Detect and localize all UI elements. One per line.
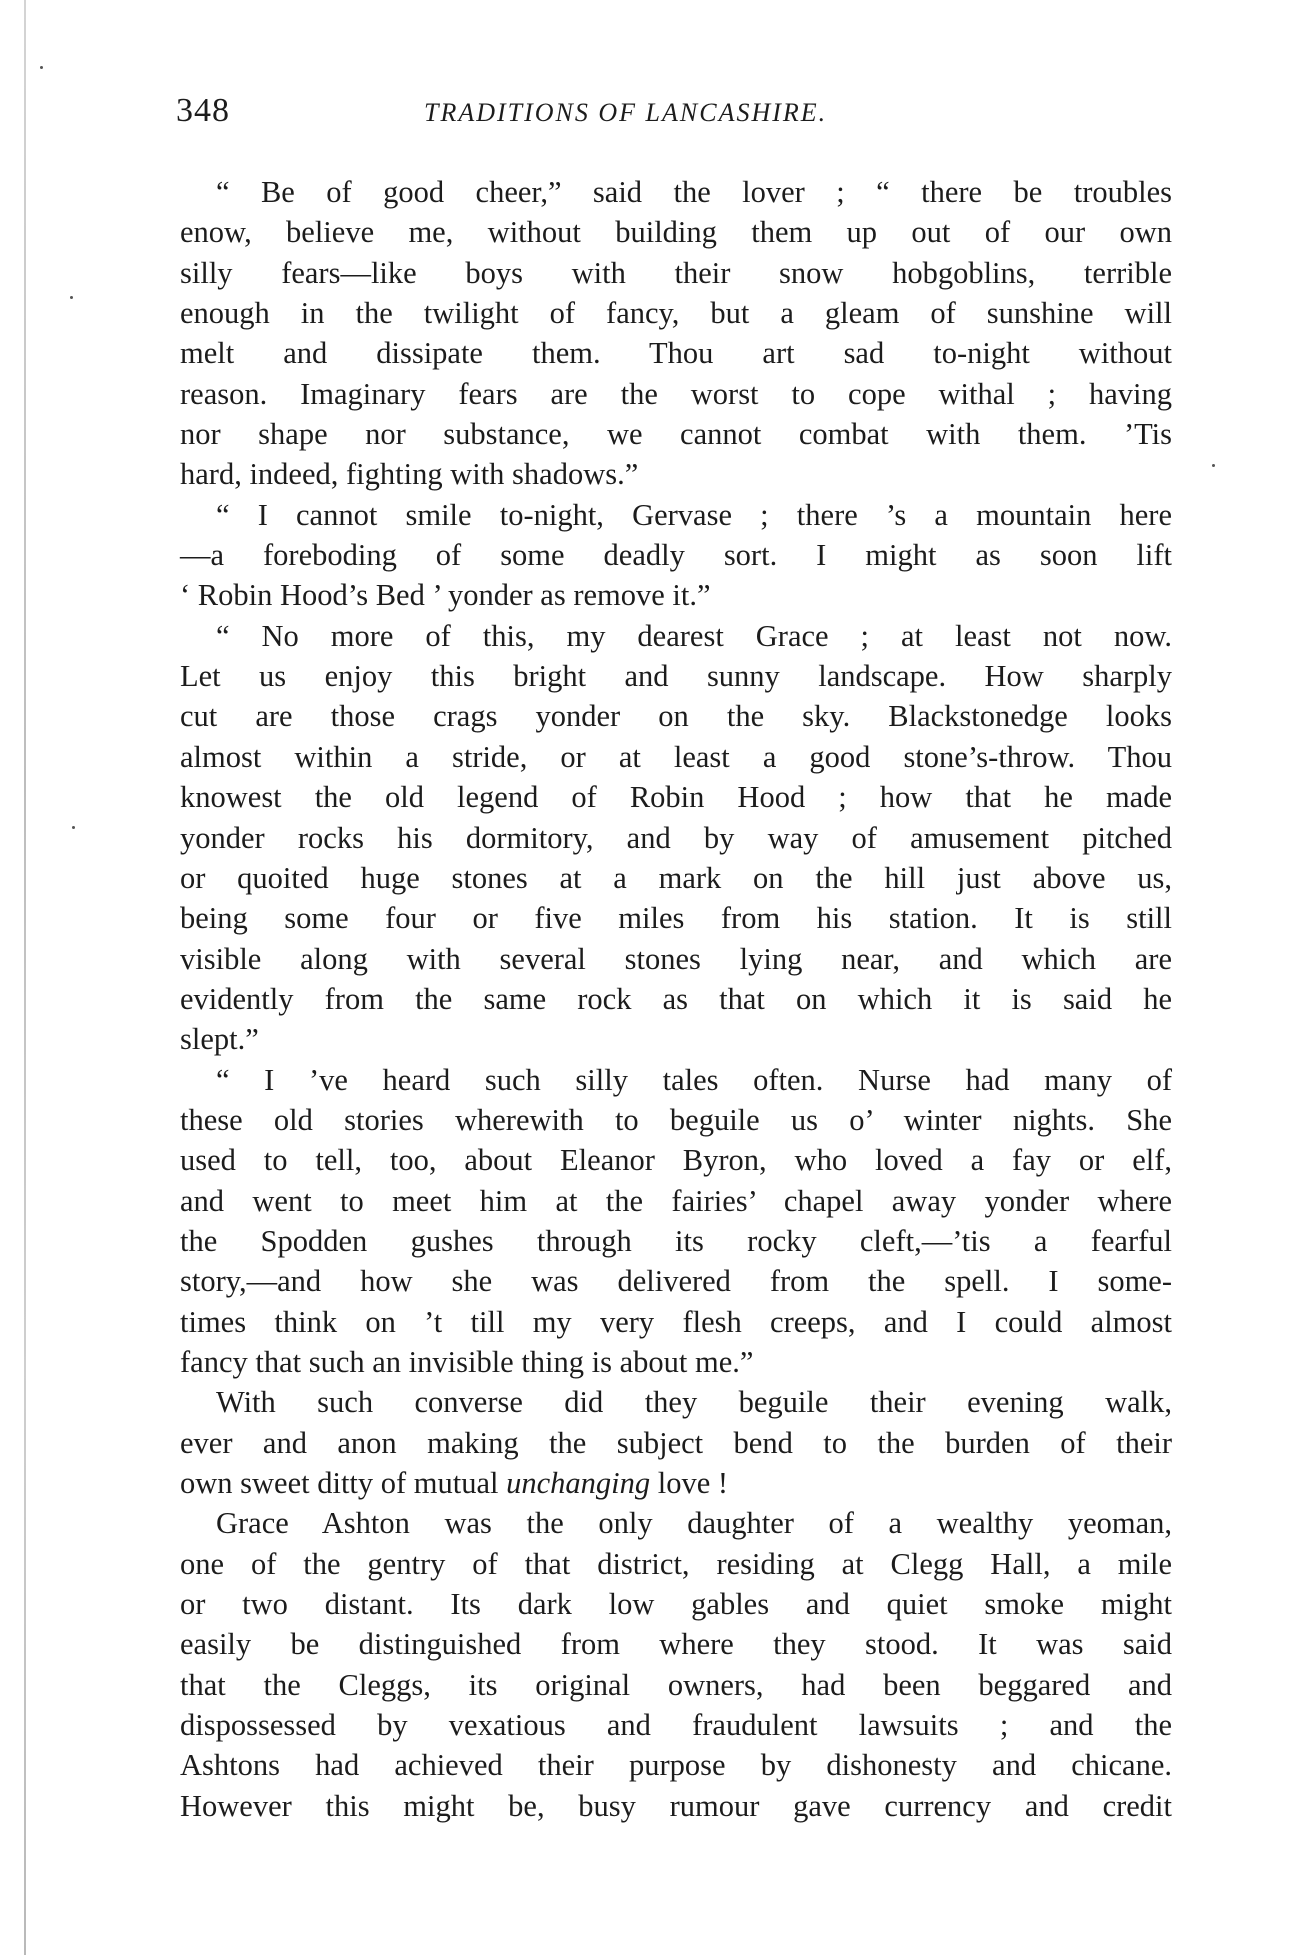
text-line: Let us enjoy this bright and sunny landscape. How sharply (180, 659, 1172, 694)
italic-word: unchanging (506, 1466, 651, 1500)
text-line: used to tell, too, about Eleanor Byron, who loved a fay or elf, (180, 1143, 1172, 1178)
text-line: “ Be of good cheer,” said the lover ; “ there be troubles (216, 175, 1172, 209)
paper-speck (72, 826, 75, 829)
text-line: silly fears—like boys with their snow hobgoblins, terrible (180, 255, 1172, 290)
text-segment: own sweet ditty of mutual (180, 1466, 507, 1500)
paper-speck (40, 66, 43, 69)
text-line: —a foreboding of some deadly sort. I might as soon lift (180, 538, 1172, 573)
page-number: 348 (176, 92, 230, 129)
text-line: visible along with several stones lying near, and which are (180, 941, 1172, 976)
text-line: enough in the twilight of fancy, but a gleam of sunshine will (180, 296, 1172, 331)
text-line: one of the gentry of that district, residing at Clegg Hall, a mile (180, 1546, 1172, 1581)
text-line: ‘ Robin Hood’s Bed ’ yonder as remove it.” (180, 578, 711, 613)
text-line: being some four or five miles from his station. It is still (180, 901, 1172, 936)
text-line: and went to meet him at the fairies’ chapel away yonder where (180, 1183, 1172, 1218)
text-line: knowest the old legend of Robin Hood ; how that he made (180, 780, 1172, 815)
body-text (180, 172, 1172, 1826)
text-line: “ No more of this, my dearest Grace ; at least not now. (216, 618, 1172, 653)
running-title: TRADITIONS OF LANCASHIRE. (424, 98, 828, 127)
text-line: With such converse did they beguile their evening walk, (216, 1385, 1172, 1420)
text-line-with-italic (180, 1463, 1172, 1503)
text-line: hard, indeed, fighting with shadows.” (180, 457, 639, 492)
text-line: times think on ’t till my very flesh creeps, and I could almost (180, 1304, 1172, 1339)
text-line: reason. Imaginary fears are the worst to cope withal ; having (180, 376, 1172, 411)
text-line: Grace Ashton was the only daughter of a wealthy yeoman, (216, 1506, 1172, 1541)
text-line: yonder rocks his dormitory, and by way of amusement pitched (180, 820, 1172, 855)
text-line: “ I ’ve heard such silly tales often. Nurse had many of (216, 1062, 1172, 1097)
text-line: or quoited huge stones at a mark on the hill just above us, (180, 860, 1172, 895)
text-line: cut are those crags yonder on the sky. Blackstonedge looks (180, 699, 1172, 734)
text-line: these old stories wherewith to beguile us o’ winter nights. She (180, 1102, 1172, 1137)
text-line: ever and anon making the subject bend to the burden of their (180, 1425, 1172, 1460)
text-line: However this might be, busy rumour gave currency and credit (180, 1788, 1172, 1823)
page-gutter-edge (24, 0, 26, 1955)
text-line: evidently from the same rock as that on which it is said he (180, 981, 1172, 1016)
text-line: or two distant. Its dark low gables and quiet smoke might (180, 1587, 1172, 1622)
running-header (176, 92, 1166, 136)
text-line: easily be distinguished from where they stood. It was said (180, 1627, 1172, 1662)
text-line: Ashtons had achieved their purpose by dishonesty and chicane. (180, 1748, 1172, 1783)
text-line: dispossessed by vexatious and fraudulent lawsuits ; and the (180, 1708, 1172, 1743)
text-line: almost within a stride, or at least a good stone’s-throw. Thou (180, 739, 1172, 774)
text-line: slept.” (180, 1022, 259, 1057)
text-line: fancy that such an invisible thing is about me.” (180, 1344, 754, 1379)
text-line: nor shape nor substance, we cannot combat with them. ’Tis (180, 417, 1172, 452)
text-line: melt and dissipate them. Thou art sad to-night without (180, 336, 1172, 371)
paper-speck (70, 296, 73, 299)
text-line: enow, believe me, without building them up out of our own (180, 215, 1172, 250)
text-line: the Spodden gushes through its rocky cleft,—’tis a fearful (180, 1223, 1172, 1258)
text-line: story,—and how she was delivered from the spell. I some- (180, 1264, 1172, 1299)
paper-speck (1212, 464, 1215, 467)
text-line: “ I cannot smile to-night, Gervase ; there ’s a mountain here (216, 497, 1172, 532)
text-segment: love ! (650, 1466, 729, 1500)
text-line: that the Cleggs, its original owners, had been beggared and (180, 1667, 1172, 1702)
